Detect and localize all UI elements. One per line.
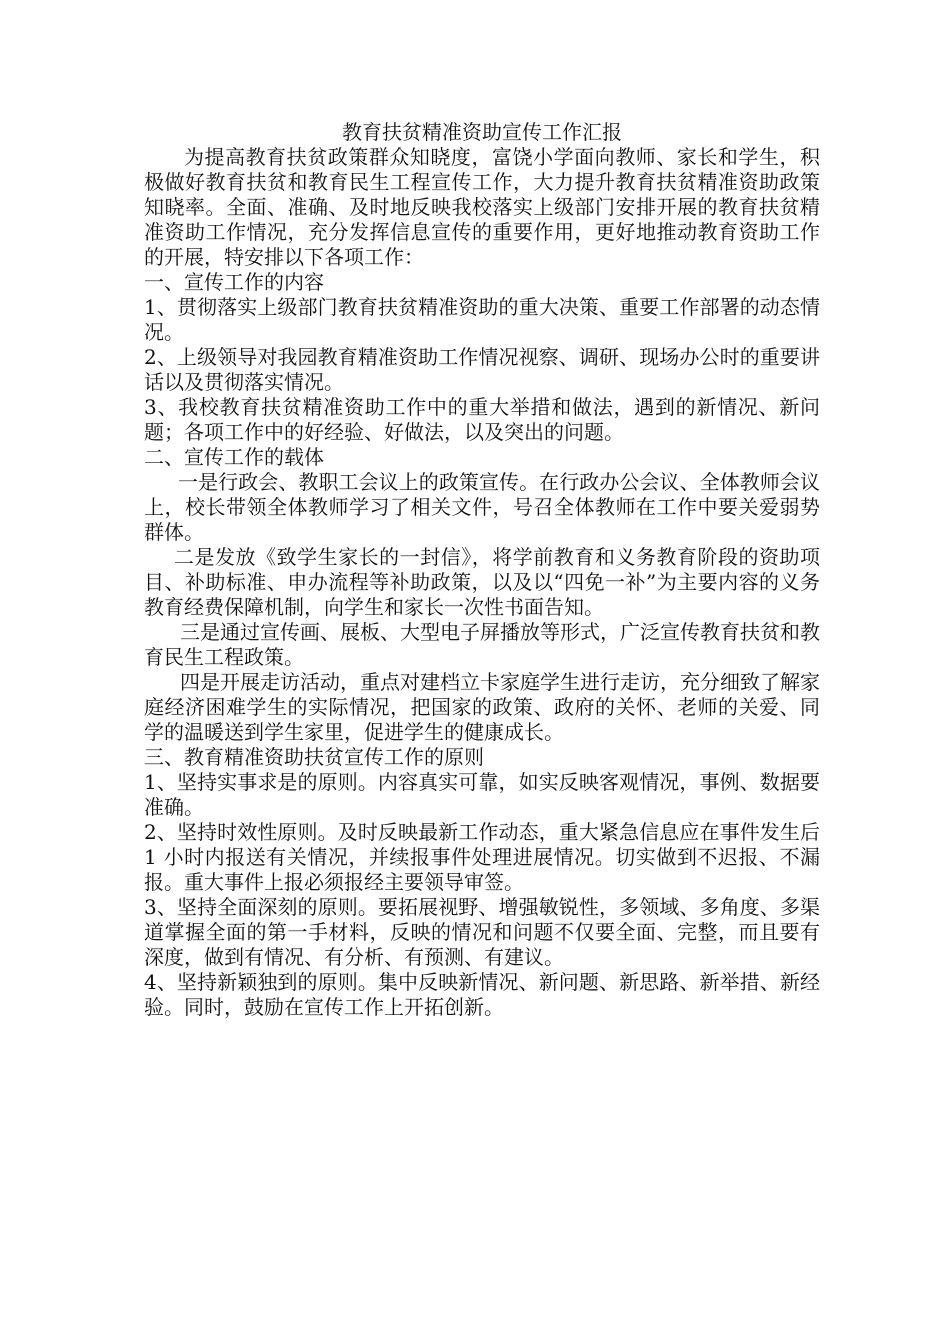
carrier-item-4: 四是开展走访活动，重点对建档立卡家庭学生进行走访，充分细致了解家庭经济困难学生的实际情况，把国家的政策、政府的关怀、老师的关爱、同学的温暖送到学生家里，促进学生的健康成长。 [144,670,820,744]
section-heading-principles: 三、教育精准资助扶贫宣传工作的原则 [144,745,484,769]
document-body [144,120,820,1020]
document-title: 教育扶贫精准资助宣传工作汇报 [342,120,622,144]
principle-item-2: 2、坚持时效性原则。及时反映最新工作动态，重大紧急信息应在事件发生后 1 小时内报送有关情况，并续报事件处理进展情况。切实做到不迟报、不漏报。重大事件上报必须报经主要领导审签。 [144,820,820,894]
intro-paragraph: 为提高教育扶贫政策群众知晓度，富饶小学面向教师、家长和学生，积极做好教育扶贫和教育民生工程宣传工作，大力提升教育扶贫精准资助政策知晓率。全面、准确、及时地反映我校落实上级部门安排开展的教育扶贫精准资助工作情况，充分发挥信息宣传的重要作用，更好地推动教育资助工作的开展，特安排以下各项工作： [144,145,820,269]
carrier-item-1: 一是行政会、教职工会议上的政策宣传。在行政办公会议、全体教师会议上，校长带领全体教师学习了相关文件，号召全体教师在工作中要关爱弱势群体。 [144,470,820,544]
principle-item-3: 3、坚持全面深刻的原则。要拓展视野、增强敏锐性，多领域、多角度、多渠道掌握全面的第一手材料，反映的情况和问题不仅要全面、完整，而且要有深度，做到有情况、有分析、有预测、有建议。 [144,895,820,969]
content-item-1: 1、贯彻落实上级部门教育扶贫精准资助的重大决策、重要工作部署的动态情况。 [144,295,820,344]
content-item-3: 3、我校教育扶贫精准资助工作中的重大举措和做法，遇到的新情况、新问题；各项工作中的好经验、好做法，以及突出的问题。 [144,395,820,444]
carrier-item-3: 三是通过宣传画、展板、大型电子屏播放等形式，广泛宣传教育扶贫和教育民生工程政策。 [144,620,820,669]
content-item-2: 2、上级领导对我园教育精准资助工作情况视察、调研、现场办公时的重要讲话以及贯彻落实情况。 [144,345,820,394]
section-heading-content: 一、宣传工作的内容 [144,270,324,294]
section-heading-carrier: 二、宣传工作的载体 [144,445,324,469]
carrier-item-2: 二是发放《致学生家长的一封信》，将学前教育和义务教育阶段的资助项目、补助标准、申办流程等补助政策，以及以“四免一补”为主要内容的义务教育经费保障机制，向学生和家长一次性书面告知。 [144,545,820,619]
principle-item-4: 4、坚持新颖独到的原则。集中反映新情况、新问题、新思路、新举措、新经验。同时，鼓励在宣传工作上开拓创新。 [144,970,820,1019]
principle-item-1: 1、坚持实事求是的原则。内容真实可靠，如实反映客观情况，事例、数据要准确。 [144,770,820,819]
